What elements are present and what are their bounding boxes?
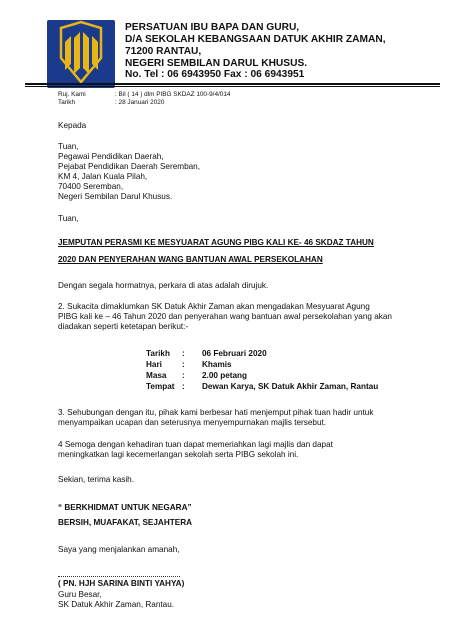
header-divider-thin xyxy=(25,86,440,87)
para3-line-2: menyampaikan ucapan dan seterusnya menyempurnakan majlis tersebut. xyxy=(58,418,327,427)
detail-value-masa: 2.00 petang xyxy=(202,371,248,380)
org-line-4: NEGERI SEMBILAN DARUL KHUSUS. xyxy=(125,58,308,69)
ref-label: Ruj. Kami xyxy=(58,91,86,98)
para4-line-2: meningkatkan lagi kecemerlangan sekolah serta PIBG sekolah ini. xyxy=(58,450,299,459)
motto-1: “ BERKHIDMAT UNTUK NEGARA” xyxy=(58,503,192,512)
detail-label-tarikh: Tarikh xyxy=(146,349,170,358)
opening: Dengan segala hormatnya, perkara di atas adalah dirujuk. xyxy=(58,281,269,290)
salutation: Tuan, xyxy=(58,214,79,223)
subject-line-2: 2020 DAN PENYERAHAN WANG BANTUAN AWAL PERSEKOLAHAN xyxy=(58,255,323,264)
motto-2: BERSIH, MUAFAKAT, SEJAHTERA xyxy=(58,518,193,527)
para3-line-1: 3. Sehubungan dengan itu, pihak kami berbesar hati menjemput pihak tuan hadir untuk xyxy=(58,408,374,417)
para2-line-3: diadakan seperti ketetapan berikut:- xyxy=(58,322,189,331)
detail-label-tempat: Tempat xyxy=(146,382,175,391)
header-divider-thick xyxy=(25,83,440,85)
detail-sep: : xyxy=(182,382,185,391)
date-value: : 28 Januari 2020 xyxy=(115,99,165,106)
para2-line-2: PIBG kali ke – 46 Tahun 2020 dan penyerahan wang bantuan awal persekolahan yang akan xyxy=(58,312,392,321)
signer-name: ( PN. HJH SARINA BINTI YAHYA) xyxy=(58,579,185,588)
ref-value: : Bil ( 14 ) dlm PIBG SKDAZ 100-9/4/014 xyxy=(115,91,231,98)
detail-value-hari: Khamis xyxy=(202,360,232,369)
recipient-line-5: 70400 Seremban, xyxy=(58,182,124,191)
detail-sep: : xyxy=(182,371,185,380)
kepada: Kepada xyxy=(58,121,87,130)
para2-line-1: 2. Sukacita dimaklumkan SK Datuk Akhir Zaman akan mengadakan Mesyuarat Agung xyxy=(58,302,370,311)
org-line-3: 71200 RANTAU, xyxy=(125,46,202,57)
subject-line-1: JEMPUTAN PERASMI KE MESYUARAT AGUNG PIBG KALI KE- 46 SKDAZ TAHUN xyxy=(58,238,374,247)
school-crest-icon xyxy=(47,20,115,88)
recipient-line-1: Tuan, xyxy=(58,142,79,151)
detail-label-hari: Hari xyxy=(146,360,162,369)
detail-sep: : xyxy=(182,360,185,369)
date-label: Tarikh xyxy=(58,99,76,106)
amanah: Saya yang menjalankan amanah, xyxy=(58,545,180,554)
org-line-1: PERSATUAN IBU BAPA DAN GURU, xyxy=(125,22,300,33)
recipient-line-3: Pejabat Pendidikan Daerah Seremban, xyxy=(58,162,201,171)
detail-label-masa: Masa xyxy=(146,371,167,380)
detail-value-tempat: Dewan Karya, SK Datuk Akhir Zaman, Rantau xyxy=(202,382,379,391)
detail-value-tarikh: 06 Februari 2020 xyxy=(202,349,267,358)
signature-line xyxy=(58,576,180,577)
detail-sep: : xyxy=(182,349,185,358)
recipient-line-6: Negeri Sembilan Darul Khusus. xyxy=(58,192,173,201)
para4-line-1: 4 Semoga dengan kehadiran tuan dapat memeriahkan lagi majlis dan dapat xyxy=(58,440,333,449)
recipient-line-2: Pegawai Pendidikan Daerah, xyxy=(58,152,164,161)
org-line-2: D/A SEKOLAH KEBANGSAAN DATUK AKHIR ZAMAN, xyxy=(125,34,386,45)
recipient-line-4: KM 4, Jalan Kuala Pilah, xyxy=(58,172,148,181)
contact-line: No. Tel : 06 6943950 Fax : 06 6943951 xyxy=(125,69,305,80)
signer-org: SK Datuk Akhir Zaman, Rantau. xyxy=(58,600,175,609)
closing: Sekian, terima kasih. xyxy=(58,475,134,484)
signer-title: Guru Besar, xyxy=(58,590,102,599)
